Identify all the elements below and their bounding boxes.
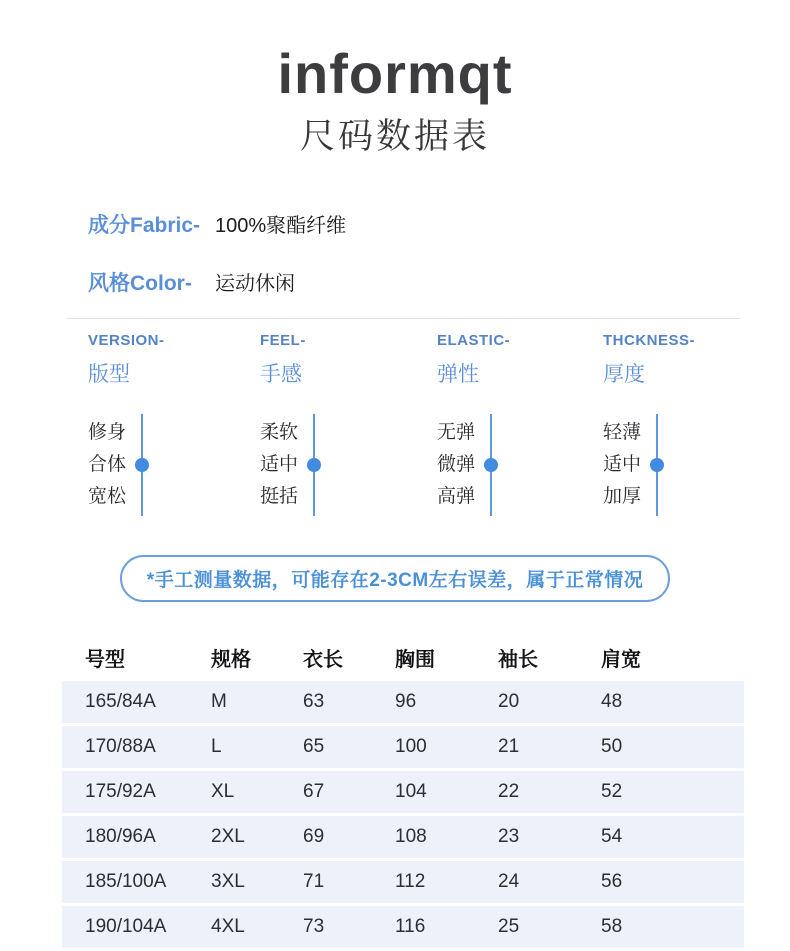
attr-en-label: FEEL- <box>260 332 306 349</box>
attr-zh-label: 版型 <box>88 363 130 386</box>
attr-option-list <box>88 417 156 513</box>
option-item: 合体 <box>88 454 127 475</box>
table-header-cell: 胸围 <box>395 648 435 671</box>
attr-en-label: THCKNESS- <box>603 332 696 349</box>
attr-option-list <box>437 417 505 513</box>
table-cell: 112 <box>395 871 426 892</box>
option-item: 修身 <box>88 422 127 443</box>
option-item: 柔软 <box>260 422 299 443</box>
table-cell: XL <box>211 781 235 802</box>
table-cell: 165/84A <box>85 691 156 712</box>
brand-header <box>0 0 790 159</box>
table-row <box>62 906 744 948</box>
table-cell: 69 <box>303 826 325 847</box>
table-cell: L <box>211 736 222 757</box>
table-row <box>62 816 744 858</box>
table-row <box>62 771 744 813</box>
table-cell: 22 <box>498 781 520 802</box>
table-cell: 73 <box>303 916 325 937</box>
size-table <box>62 636 744 948</box>
selected-dot <box>484 458 498 472</box>
table-header-cell: 规格 <box>211 648 251 671</box>
table-row <box>62 861 744 903</box>
attribute-column-feel <box>260 332 437 513</box>
option-item: 宽松 <box>88 486 127 507</box>
option-item: 加厚 <box>603 486 642 507</box>
table-cell: 116 <box>395 916 426 937</box>
table-cell: 52 <box>601 781 623 802</box>
product-info-section <box>88 209 790 297</box>
section-divider <box>66 318 740 319</box>
option-item: 轻薄 <box>603 422 642 443</box>
option-item: 适中 <box>260 454 299 475</box>
table-cell: 25 <box>498 916 520 937</box>
table-cell: 100 <box>395 736 427 757</box>
table-cell: 104 <box>395 781 427 802</box>
table-cell: 96 <box>395 691 417 712</box>
attr-zh-label: 手感 <box>260 363 302 386</box>
table-row <box>62 726 744 768</box>
table-cell: 54 <box>601 826 623 847</box>
table-cell: 175/92A <box>85 781 156 802</box>
attribute-column-version <box>88 332 260 513</box>
table-cell: 63 <box>303 691 325 712</box>
attribute-column-thickness <box>603 332 790 513</box>
table-cell: 23 <box>498 826 520 847</box>
table-header-cell: 袖长 <box>498 648 538 671</box>
table-cell: 4XL <box>211 916 245 937</box>
table-cell: 185/100A <box>85 871 167 892</box>
table-cell: 48 <box>601 691 623 712</box>
brand-logo: informqt <box>277 42 513 105</box>
selected-dot <box>307 458 321 472</box>
attr-option-list <box>260 417 328 513</box>
table-cell: 21 <box>498 736 520 757</box>
table-cell: 170/88A <box>85 736 156 757</box>
selected-dot <box>135 458 149 472</box>
table-cell: 180/96A <box>85 826 156 847</box>
table-cell: 50 <box>601 736 623 757</box>
option-item: 适中 <box>603 454 642 475</box>
selected-dot <box>650 458 664 472</box>
option-item: 挺括 <box>260 486 299 507</box>
table-cell: 190/104A <box>85 916 167 937</box>
table-cell: 56 <box>601 871 623 892</box>
table-cell: 3XL <box>211 871 245 892</box>
option-item: 微弹 <box>437 454 476 475</box>
table-cell: 24 <box>498 871 520 892</box>
page-title: 尺码数据表 <box>299 117 490 156</box>
table-row <box>62 681 744 723</box>
attr-zh-label: 弹性 <box>437 363 479 386</box>
style-row <box>88 267 790 297</box>
style-label: 风格Color- <box>88 272 192 295</box>
table-header-cell: 肩宽 <box>601 648 641 671</box>
table-cell: 20 <box>498 691 520 712</box>
fabric-row <box>88 209 790 239</box>
table-cell: 2XL <box>211 826 245 847</box>
table-cell: 67 <box>303 781 325 802</box>
table-cell: 58 <box>601 916 623 937</box>
attr-en-label: ELASTIC- <box>437 332 511 349</box>
option-item: 无弹 <box>437 422 476 443</box>
attribute-scales <box>0 332 790 513</box>
table-cell: M <box>211 691 227 712</box>
fabric-value: 100%聚酯纤维 <box>215 215 347 237</box>
attribute-column-elastic <box>437 332 603 513</box>
table-cell: 108 <box>395 826 427 847</box>
style-value: 运动休闲 <box>215 273 295 295</box>
attr-option-list <box>603 417 671 513</box>
attr-en-label: VERSION- <box>88 332 165 349</box>
table-header-cell: 号型 <box>85 648 125 671</box>
table-cell: 71 <box>303 871 325 892</box>
table-header-cell: 衣长 <box>303 648 343 671</box>
attr-zh-label: 厚度 <box>603 363 645 386</box>
table-header-row <box>62 636 744 678</box>
table-cell: 65 <box>303 736 325 757</box>
measurement-note: *手工测量数据，可能存在2-3CM左右误差，属于正常情况 <box>120 555 670 602</box>
fabric-label: 成分Fabric- <box>88 214 201 237</box>
option-item: 高弹 <box>437 486 476 507</box>
